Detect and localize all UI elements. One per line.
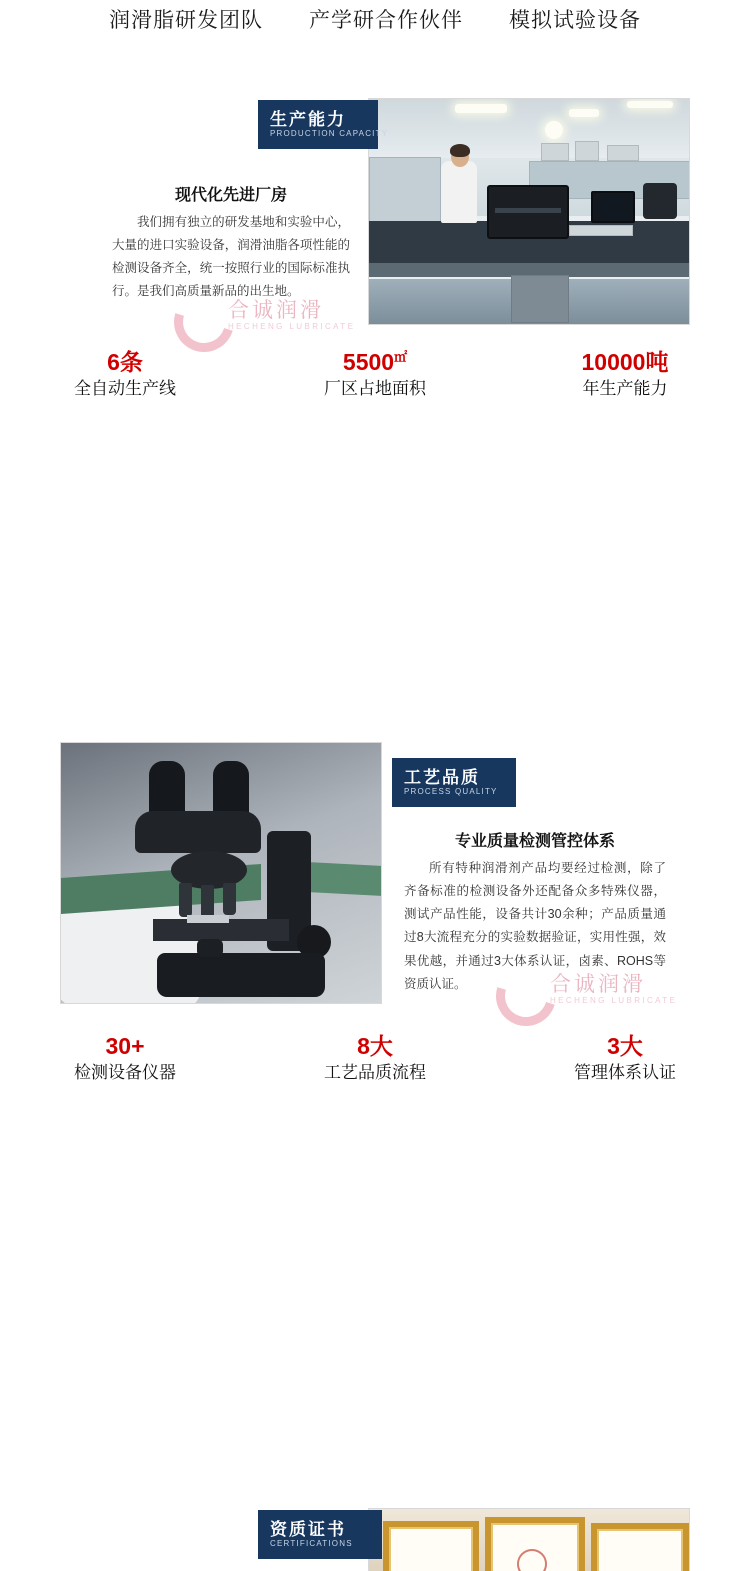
stat-process-0 — [0, 1032, 250, 1085]
photo-light-1 — [455, 104, 507, 113]
ribbon-title-en: PRODUCTION CAPACITY — [270, 129, 389, 138]
stat-caption: 年生产能力 — [582, 378, 668, 398]
photo-head-block — [135, 811, 261, 853]
stat-number: 8大 — [357, 1033, 393, 1059]
stat-number: 5500㎡ — [342, 349, 408, 375]
production-capacity-body: 我们拥有独立的研发基地和实验中心，大量的进口实验设备，润滑油脂各项性能的检测设备齐全，统一按照行业的国际标准执行。是我们高质量新品的出生地。 — [112, 215, 350, 299]
process-quality-body: 所有特种润滑剂产品均要经过检测，除了齐备标准的检测设备外还配备众多特殊仪器，测试产品性能，设备共计30余种；产品质量通过8大流程充分的实验数据验证，实用性强，效果优越，并通过3大体系认证，卤素、ROHS等资质认证。 — [404, 861, 666, 991]
stat-process-2 — [500, 1032, 750, 1085]
top-heading-row — [0, 0, 750, 40]
ribbon-title-cn: 生产能力 — [270, 110, 346, 129]
process-quality-stats — [0, 1032, 750, 1085]
ribbon-production-capacity — [258, 100, 389, 146]
certifications-photo — [368, 1508, 690, 1571]
photo-certificate-frame-1 — [383, 1521, 479, 1571]
photo-light-4 — [545, 121, 563, 139]
ribbon-certifications — [258, 1510, 382, 1556]
watermark-cn: 合诚润滑 — [550, 972, 646, 996]
stat-number: 3大 — [607, 1033, 643, 1059]
ribbon-title-cn: 工艺品质 — [404, 768, 480, 787]
stat-number: 10000吨 — [581, 349, 669, 375]
stat-caption: 厂区占地面积 — [324, 378, 426, 398]
ribbon-underline-process — [392, 804, 516, 807]
photo-shelf-box-3 — [607, 145, 639, 161]
production-capacity-heading: 现代化先进厂房 — [174, 187, 287, 204]
stat-number: 6条 — [107, 349, 143, 375]
top-item-0: 润滑脂研发团队 — [109, 9, 263, 32]
ribbon-title-en: PROCESS QUALITY — [404, 787, 498, 796]
ribbon-title-cn: 资质证书 — [270, 1520, 346, 1539]
photo-base — [157, 953, 325, 997]
photo-certificate-seal — [517, 1549, 547, 1571]
photo-technician-hair — [450, 144, 470, 157]
photo-light-2 — [569, 109, 599, 117]
watermark-en: HECHENG LUBRICATE — [228, 322, 356, 332]
photo-condenser — [197, 939, 223, 957]
production-capacity-text — [112, 182, 350, 304]
ribbon-title-en: CERTIFICATIONS — [270, 1539, 353, 1548]
ribbon-underline-production — [258, 146, 378, 149]
photo-tray — [569, 225, 633, 236]
photo-slide — [187, 915, 229, 923]
stat-process-1 — [250, 1032, 500, 1085]
photo-shelf-box-2 — [575, 141, 599, 161]
photo-objective-1 — [179, 883, 192, 917]
photo-stool — [511, 275, 569, 323]
stat-caption: 全自动生产线 — [74, 378, 176, 398]
photo-shelf-box-1 — [541, 143, 569, 161]
photo-cabinet-2 — [369, 157, 441, 223]
process-quality-heading: 专业质量检测管控体系 — [454, 833, 615, 850]
stat-caption: 工艺品质流程 — [324, 1062, 426, 1082]
watermark-cn: 合诚润滑 — [228, 298, 324, 322]
photo-light-3 — [627, 101, 673, 108]
ribbon-underline-certifications — [258, 1556, 382, 1559]
top-item-2: 模拟试验设备 — [509, 9, 641, 32]
section-production-capacity — [0, 40, 750, 398]
watermark-en: HECHENG LUBRICATE — [550, 996, 678, 1006]
stat-caption: 检测设备仪器 — [74, 1062, 176, 1082]
production-capacity-photo — [368, 98, 690, 325]
photo-monitor — [591, 191, 635, 223]
section-process-quality — [0, 350, 750, 1082]
ribbon-process-quality — [392, 758, 516, 804]
photo-certificate-frame-3 — [591, 1523, 689, 1571]
photo-technician-body — [441, 161, 477, 223]
photo-microscope — [643, 183, 677, 219]
photo-objective-3 — [223, 883, 236, 915]
process-quality-text — [404, 828, 666, 996]
top-item-1: 产学研合作伙伴 — [309, 9, 463, 32]
stat-number: 30+ — [105, 1033, 145, 1059]
watermark-text-block — [228, 299, 355, 331]
photo-instrument-case — [487, 185, 569, 239]
stat-caption: 管理体系认证 — [574, 1062, 676, 1082]
